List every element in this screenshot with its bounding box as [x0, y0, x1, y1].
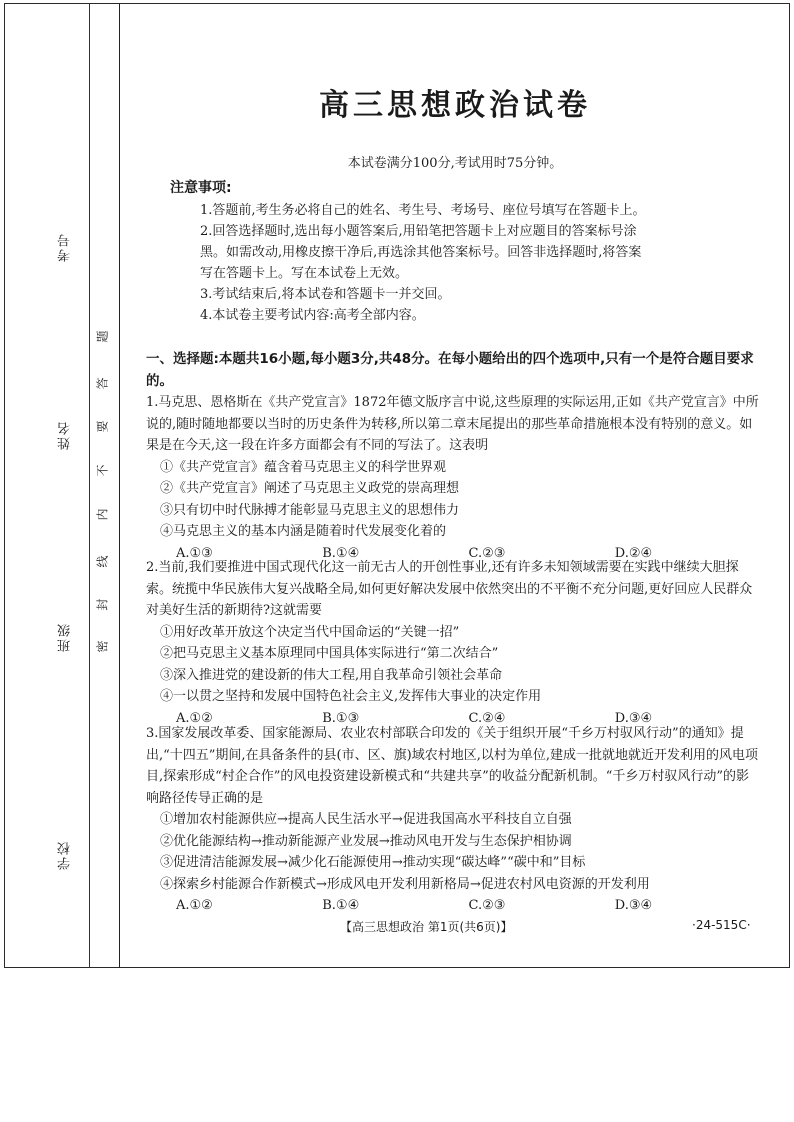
- question-option: ④马克思主义的基本内涵是随着时代发展变化着的: [160, 524, 447, 539]
- answer-choices: [146, 895, 761, 917]
- binding-margin-line: [89, 3, 90, 968]
- seal-char: 内: [95, 508, 110, 521]
- notice-item: 1.答题前,考生务必将自己的姓名、考生号、考场号、座位号填写在答题卡上。: [200, 203, 646, 218]
- seal-char: 题: [95, 330, 110, 343]
- question-option: ①《共产党宣言》蕴含着马克思主义的科学世界观: [160, 459, 447, 475]
- choice-c: C.②④: [468, 710, 506, 726]
- question-option: ④一以贯之坚持和发展中国特色社会主义,发挥伟大事业的决定作用: [160, 689, 542, 704]
- page-title: 高三思想政治试卷: [319, 88, 591, 123]
- choice-b: B.①④: [322, 545, 360, 561]
- question-option: ①用好改革开放这个决定当代中国命运的“关键一招”: [160, 624, 460, 640]
- seal-char: 要: [95, 420, 110, 433]
- seal-line: [119, 3, 120, 968]
- label-xingming: 姓名: [58, 420, 73, 450]
- choice-c: C.②③: [468, 898, 506, 913]
- choice-b: B.①④: [322, 898, 360, 913]
- question-option: ③深入推进党的建设新的伟大工程,用自我革命引领社会革命: [160, 667, 503, 683]
- choice-d: D.③④: [614, 710, 653, 726]
- question-stem: 1.马克思、恩格斯在《共产党宣言》1872年德文版序言中说,这些原理的实际运用,正如《共产党宣言》中所说的,随时随地都要以当时的历史条件为转移,所以第二章末尾提出的那些革命措施根本没有特别的意义。如果是在今天,这一段在许多方面都会有不同的写法了。这表明: [146, 395, 759, 453]
- label-kaohao: 考号: [58, 232, 73, 262]
- choice-a: A.①③: [176, 545, 213, 561]
- field-banji: [56, 622, 75, 652]
- notice-item: 3.考试结束后,将本试卷和答题卡一并交回。: [200, 287, 451, 302]
- label-banji: 班级: [58, 622, 73, 652]
- choice-c: C.②③: [468, 545, 506, 561]
- question-option: ②《共产党宣言》阐述了马克思主义政党的崇高理想: [160, 481, 460, 496]
- question-option: ④探索乡村能源合作新模式→形成风电开发利用新格局→促进农村风电资源的开发利用: [160, 876, 650, 892]
- question-stem: 3.国家发展改革委、国家能源局、农业农村部联合印发的《关于组织开展“千乡万村驭风行动”的通知》提出,“十四五”期间,在具备条件的县(市、区、旗)域农村地区,以村为单位,建成一批就地就近开发利用的风电项目,探索形成“村企合作”的风电投资建设新模式和“共建共享”的收益分配新机制。“千乡万村驭风行动”的影响路径传导正确的是: [146, 726, 758, 806]
- notice-item: 2.回答选择题时,选出每小题答案后,用铅笔把答题卡上对应题目的答案标号涂黑。如需改动,用橡皮擦干净后,再选涂其他答案标号。回答非选择题时,将答案写在答题卡上。写在本试卷上无效。: [200, 224, 642, 281]
- question-3: [146, 723, 761, 917]
- seal-char: 密: [95, 640, 110, 653]
- seal-char: 封: [95, 598, 110, 611]
- label-xuexiao: 学校: [58, 840, 73, 870]
- section-heading: 一、选择题:本题共16小题,每小题3分,共48分。在每小题给出的四个选项中,只有一个是符合题目要求的。: [146, 351, 754, 389]
- choice-a: A.①②: [176, 710, 213, 726]
- field-xuexiao: [56, 840, 75, 870]
- choice-a: A.①②: [176, 898, 213, 913]
- exam-code: ·24-515C·: [692, 918, 751, 932]
- question-option: ①增加农村能源供应→提高人民生活水平→促进我国高水平科技自立自强: [160, 812, 572, 827]
- exam-info: 本试卷满分100分,考试用时75分钟。: [347, 156, 563, 171]
- seal-char: 答: [95, 377, 110, 390]
- question-stem: 2.当前,我们要推进中国式现代化这一前无古人的开创性事业,还有许多未知领域需要在实践中继续大胆探索。统揽中华民族伟大复兴战略全局,如何更好解决发展中依然突出的不平衡不充分问题,更好回应人民群众对美好生活的新期待?这就需要: [146, 560, 753, 618]
- question-option: ③促进清洁能源发展→减少化石能源使用→推动实现“碳达峰”“碳中和”目标: [160, 855, 586, 870]
- field-kaohao: [56, 232, 75, 262]
- notice-item: 4.本试卷主要考试内容:高考全部内容。: [200, 308, 425, 323]
- question-2: [146, 557, 761, 729]
- choice-b: B.①③: [322, 710, 360, 726]
- question-option: ②把马克思主义基本原理同中国具体实际进行“第二次结合”: [160, 646, 499, 661]
- choice-d: D.②④: [614, 545, 653, 561]
- question-1: [146, 392, 761, 564]
- notice-heading: 注意事项:: [170, 180, 232, 196]
- field-xingming: [56, 420, 75, 450]
- choice-d: D.③④: [614, 898, 653, 913]
- notice-list: [172, 200, 652, 326]
- seal-char: 线: [95, 555, 110, 568]
- question-option: ③只有切中时代脉搏才能彰显马克思主义的思想伟力: [160, 502, 460, 518]
- page-footer: 【高三思想政治 第1页(共6页)】: [340, 920, 513, 934]
- question-option: ②优化能源结构→推动新能源产业发展→推动风电开发与生态保护相协调: [160, 833, 572, 849]
- seal-char: 不: [95, 464, 110, 477]
